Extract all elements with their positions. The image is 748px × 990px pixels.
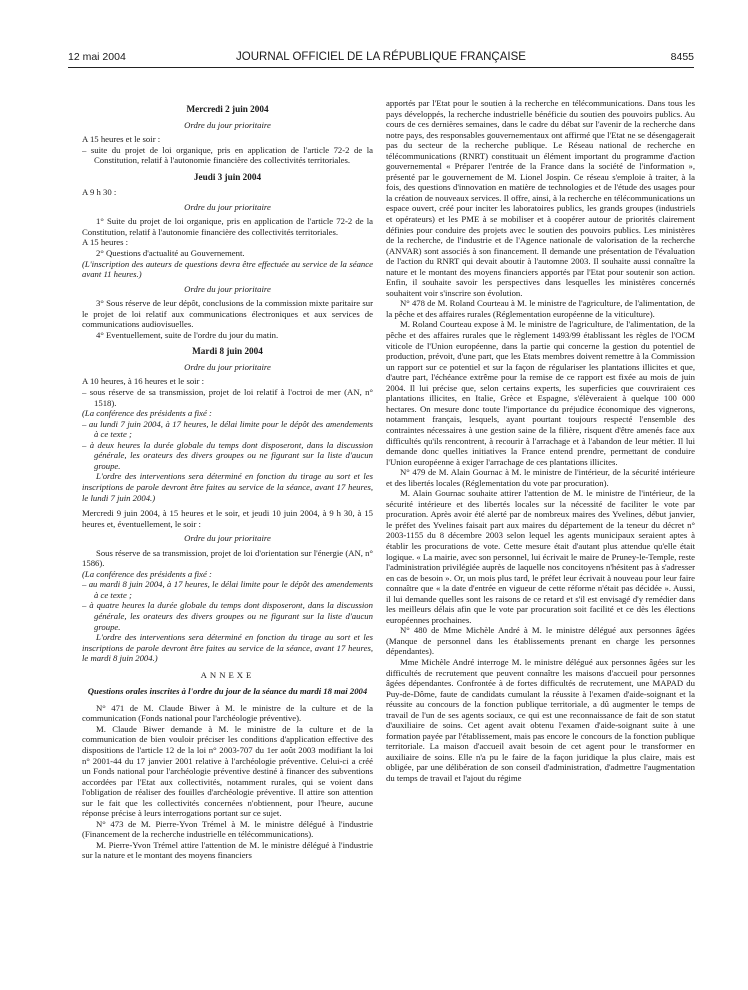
section-subheading: Ordre du jour prioritaire (184, 201, 271, 212)
date-heading: Mercredi 2 juin 2004 (186, 104, 269, 114)
paragraph: 3° Sous réserve de leur dépôt, conclusions de la commission mixte paritaire sur le projet de loi relatif aux communications électroniques et aux services de communications audiovisuelles. (82, 298, 373, 330)
right-column (386, 98, 695, 986)
paragraph: M. Pierre-Yvon Trémel attire l'attention de M. le ministre délégué à l'industrie sur la nature et le montant des moyens financiers (82, 839, 373, 861)
paragraph: L'ordre des interventions sera déterminé en fonction du tirage au sort et les inscriptions de parole devront être faites au service de la séance, avant 17 heures, le lundi 7 juin 2004.) (82, 471, 373, 503)
paragraph: A 9 h 30 : (82, 187, 117, 198)
paragraph: (La conférence des présidents a fixé : (82, 568, 212, 579)
paragraph: Mme Michèle André interroge M. le ministre délégué aux personnes âgées sur les difficultés de recrutement que peuvent connaître les maisons d'accueil pour personnes âgées dépendantes. Confrontée à de fortes difficultés de recrutement, une MAPAD du Puy-de-Dôme, faute de candidats cumulant la réussite à l'examen d'aide-soignant et la réussite au concours de la fonction publique territoriale, a dû augmenter le temps de travail de l'un de ses agents sociaux, ce qui est une reconnaissance de fait de son statut d'auxiliaire de soins. Cet agent avait obtenu l'examen d'aide-soignant suite à une formation payée par l'établissement, mais pas encore le concours de la fonction publique territoriale. La maison d'accueil avait besoin de cet agent pour le transformer en auxiliaire de soins. Elle n'a pu le faire de la façon juridique la plus claire, mais est obligée, par une délibération de son conseil d'administration, d'admettre l'augmentation du temps de travail et l'ajout du régime (386, 656, 695, 783)
paragraph: N° 480 de Mme Michèle André à M. le ministre délégué aux personnes âgées (Manque de personnel dans les établissements prenant en charge les personnes dépendantes). (386, 625, 695, 657)
paragraph: (La conférence des présidents a fixé : (82, 408, 212, 419)
paragraph: A 15 heures : (82, 237, 129, 248)
paragraph: 1° Suite du projet de loi organique, pris en application de l'article 72-2 de la Constitution, relatif à l'autonomie financière des collectivités territoriales. (82, 216, 373, 237)
paragraph: 2° Questions d'actualité au Gouvernement. (96, 248, 245, 259)
paragraph: – suite du projet de loi organique, pris en application de l'article 72-2 de la Constitution, relatif à l'autonomie financière des collectivités territoriales. (82, 144, 373, 166)
left-column (82, 98, 373, 986)
paragraph: M. Roland Courteau expose à M. le ministre de l'agriculture, de l'alimentation, de la pêche et des affaires rurales que le règlement 1493/99 établissant les règles de l'OCM viticole de l'Union européenne, dans la partie qui concerne la gestion du potentiel de production, prévoit, d'une part, que les Etats membres doivent remettre à la Commission un rapport sur ce potentiel et sur la façon de régulariser les plantations illicites et que, d'autre part, l'échéance extrême pour la remise de ce rapport est fixée au mois de juin 2004. Il lui précise que, selon certains experts, les superficies que couvriraient ces plantations illicites, en Italie, Grèce et Espagne, s'élèveraient à quelque 100 000 hectares. On mesure donc toute l'importance du préjudice économique des vignerons, notamment français, lesquels, ayant pourtant toujours respecté l'ensemble des contraintes nécessaires à une gestion saine de la filière, risquent d'être amenés face aux difficultés qu'ils rencontrent, à recourir à l'arrachage et à l'abandon de leur métier. Il lui demande donc quelles initiatives la France entend prendre, permettant de conduire l'Union européenne à exiger l'arrachage de ces plantations illicites. (386, 319, 695, 467)
section-subheading: Ordre du jour prioritaire (184, 283, 271, 294)
paragraph: – à deux heures la durée globale du temps dont disposeront, dans la discussion générale, les orateurs des divers groupes ou ne figurant sur la liste d'aucun groupe. (82, 439, 373, 471)
header-rule (68, 67, 694, 68)
paragraph: 4° Eventuellement, suite de l'ordre du jour du matin. (96, 329, 279, 340)
header-date: 12 mai 2004 (68, 51, 126, 63)
date-heading: Jeudi 3 juin 2004 (193, 171, 262, 182)
paragraph: – sous réserve de sa transmission, projet de loi relatif à l'octroi de mer (AN, n° 1518). (82, 387, 373, 408)
paragraph: apportés par l'Etat pour le soutien à la recherche en télécommunications. Dans tous les pays développés, la recherche industrielle bénéficie du soutien des pouvoirs publics. Au cours de ces dernières semaines, dans le cadre du débat sur l'avenir de la recherche dans notre pays, des responsables gouvernementaux ont affirmé que l'Etat ne se désengagerait pas du secteur de la recherche publique. Le Réseau national de recherche en télécommunications (RNRT) constituait un élément important du programme d'action gouvernemental « Préparer l'entrée de la France dans la société de l'information », présenté par le gouvernement de M. Lionel Jospin. Ce réseau s'emploie à traiter, à la fois, des questions d'innovation en matière de technologies et de l'étude des usages pour la création de nouveaux services. Il offre, ainsi, à la recherche en télécommunications un espace ouvert, créé pour inciter les laboratoires publics, les grands groupes (industriels et opérateurs) et les PME à se mobiliser et à coopérer autour de priorités clairement définies pour conduire des projets avec le soutien des pouvoirs publics. Les ministères de la recherche, de l'industrie et de l'Agence nationale de valorisation de la recherche (ANVAR) sont associés à son financement. Il demande une présentation de l'évaluation de l'action du RNRT qui devait aboutir à l'automne 2003. Il souhaite aussi connaître la nature et le montant des moyens financiers apportés par l'Etat pour soutenir son action. Enfin, il souhaite savoir les perspectives dans lesquelles les ministères concernés souhaitent voir s'inscrire son évolution. (386, 98, 695, 298)
annexe-heading: ANNEXE (200, 669, 255, 680)
paragraph: N° 471 de M. Claude Biwer à M. le ministre de la culture et de la communication (Fonds national pour l'archéologie préventive). (82, 702, 373, 724)
paragraph: Sous réserve de sa transmission, projet de loi d'orientation sur l'énergie (AN, n° 1586). (82, 547, 373, 569)
paragraph: – à quatre heures la durée globale du temps dont disposeront, dans la discussion générale, les orateurs des divers groupes ou ne figurant sur la liste d'aucun groupe. (82, 600, 373, 632)
questions-title: Questions orales inscrites à l'ordre du jour de la séance du mardi 18 mai 2004 (87, 686, 368, 697)
paragraph: (L'inscription des auteurs de questions devra être effectuée au service de la séance avant 11 heures.) (82, 258, 373, 280)
section-subheading: Ordre du jour prioritaire (184, 361, 271, 372)
paragraph: N° 473 de M. Pierre-Yvon Trémel à M. le ministre délégué à l'industrie (Financement de la recherche industrielle en télécommunications). (82, 818, 373, 840)
paragraph: N° 479 de M. Alain Gournac à M. le ministre de l'intérieur, de la sécurité intérieure et des libertés locales (Réglementation du vote par procuration). (386, 467, 695, 488)
paragraph: – au lundi 7 juin 2004, à 17 heures, le délai limite pour le dépôt des amendements à ce texte ; (82, 418, 373, 440)
paragraph: A 10 heures, à 16 heures et le soir : (82, 376, 205, 387)
paragraph: L'ordre des interventions sera déterminé en fonction du tirage au sort et les inscriptions de parole devront être faites au service de la séance, avant 17 heures, le mardi 8 juin 2004.) (82, 632, 373, 664)
journal-title: JOURNAL OFFICIEL DE LA RÉPUBLIQUE FRANÇAISE (236, 51, 526, 63)
paragraph: A 15 heures et le soir : (82, 134, 161, 145)
section-subheading: Ordre du jour prioritaire (184, 119, 271, 130)
date-heading: Mardi 8 juin 2004 (192, 346, 263, 357)
page-number: 8455 (670, 51, 694, 63)
page-header (68, 51, 694, 67)
paragraph: Mercredi 9 juin 2004, à 15 heures et le soir, et jeudi 10 juin 2004, à 9 h 30, à 15 heures et, éventuellement, le soir : (82, 508, 373, 529)
paragraph: M. Alain Gournac souhaite attirer l'attention de M. le ministre de l'intérieur, de la sécurité intérieure et des libertés locales sur la nécessité de faciliter le vote par procuration. Après avoir été alerté par de nombreux maires des Yvelines, début janvier, le préfet des Yvelines faisait part aux maires du département de la teneur du décret n° 2003-1155 du 8 décembre 2003 selon lequel les agents municipaux seraient aptes à établir les procurations de vote. Cette mesure était d'autant plus attendue qu'elle était logique. « La mairie, avec son personnel, lui écrivait le maire de Pruney-le-Temple, reste l'administration privilégiée auprès de laquelle nos concitoyens n'hésitent pas à s'adresser en cas de besoin ». Or, un mois plus tard, le préfet leur écrivait à nouveau pour leur faire connaître que « la date d'entrée en vigueur de cette réforme n'était pas décidée ». Aussi, il lui demande quelles sont les raisons de ce retard et s'il est envisagé d'y remédier dans les meilleurs délais afin que le vote par procuration soit facilité et ce dès les élections européennes prochaines. (386, 488, 695, 625)
paragraph: – au mardi 8 juin 2004, à 17 heures, le délai limite pour le dépôt des amendements à ce texte ; (82, 579, 373, 600)
paragraph: N° 478 de M. Roland Courteau à M. le ministre de l'agriculture, de l'alimentation, de la pêche et des affaires rurales (Réglementation européenne de la viticulture). (386, 298, 695, 319)
paragraph: M. Claude Biwer demande à M. le ministre de la culture et de la communication de bien vouloir préciser les conditions d'application effective des dispositions de l'article 12 de la loi n° 2003-707 du 1er août 2003 modifiant la loi n° 2001-44 du 17 janvier 2001 relative à l'archéologie préventive. Celui-ci a créé un Fonds national pour l'archéologie préventive destiné à financer des subventions accordées par l'Etat aux collectivités, notamment rurales, qui se voient dans l'obligation de réaliser des fouilles d'archéologie préventive. Il attire son attention sur le fait que les collectivités concernées n'obtiennent, pour l'heure, aucune réponse précise à leurs interrogations portant sur ce sujet. (82, 723, 373, 819)
section-subheading: Ordre du jour prioritaire (184, 533, 271, 544)
